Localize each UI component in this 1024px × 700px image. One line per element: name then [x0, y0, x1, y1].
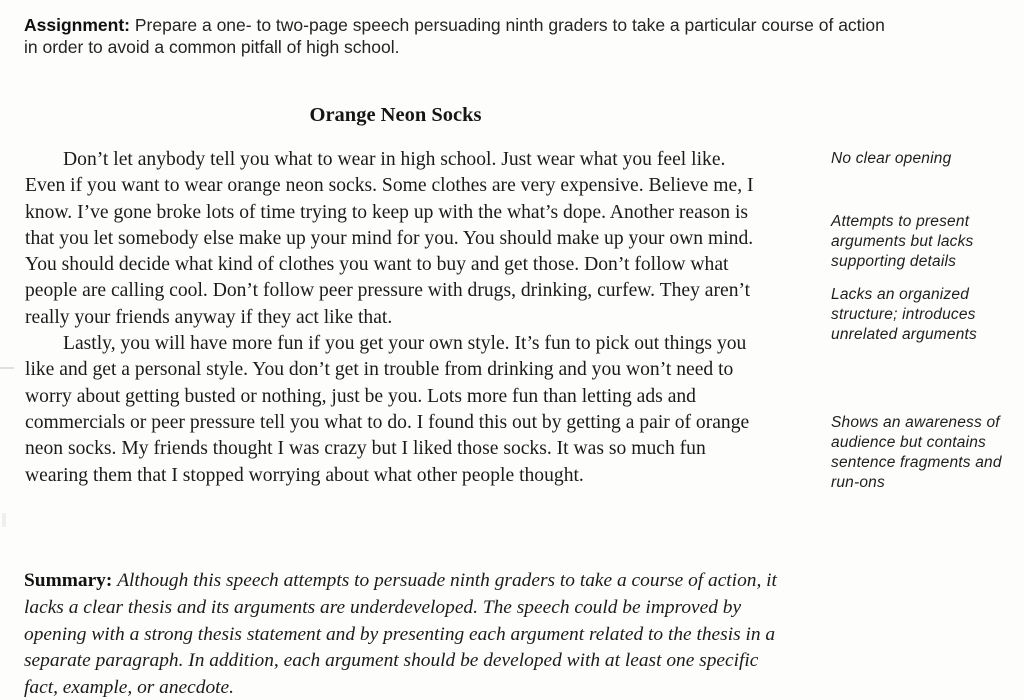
- scan-artifact: [2, 513, 6, 527]
- assignment-block: [24, 15, 896, 58]
- assignment-label: Assignment:: [24, 15, 130, 35]
- essay-paragraph-1: Don’t let anybody tell you what to wear in high school. Just wear what you feel like. Even if you want to wear orange neon socks. Some clothes are very expensive. Believe me, I know. I’ve gone broke lots of time trying to keep up with the what’s dope. Another reason is that you let somebody else make up your mind for you. You should make up your own mind. You should decide what kind of clothes you want to buy and get those. Don’t follow what people are calling cool. Don’t follow peer pressure with drugs, drinking, curfew. They aren’t really your friends anyway if they act like that.: [25, 149, 754, 328]
- margin-note-audience-awareness: Shows an awareness of audience but contains sentence fragments and run-ons: [831, 414, 1002, 491]
- scan-artifact: [0, 367, 14, 369]
- essay-paragraph-2: Lastly, you will have more fun if you get your own style. It’s fun to pick out things you like and get a personal style. You don’t get in trouble from drinking and you won’t need to worry about getting busted or nothing, just be you. Lots more fun than letting ads and commercials or peer pressure tell you what to do. I found this out by getting a pair of orange neon socks. My friends thought I was crazy but I liked those socks. It was so much fun wearing them that I stopped worrying about what other people thought.: [25, 333, 750, 486]
- margin-note-no-clear-opening: No clear opening: [831, 150, 952, 167]
- essay-title: Orange Neon Socks: [309, 104, 482, 126]
- summary-label: Summary:: [24, 570, 113, 591]
- summary-block: [24, 568, 792, 700]
- margin-note-lacks-supporting-details: Attempts to present arguments but lacks supporting details: [831, 213, 974, 270]
- assignment-text: Prepare a one- to two-page speech persuading ninth graders to take a particular course of action in order to avoid a common pitfall of high school.: [24, 15, 885, 57]
- summary-text: Although this speech attempts to persuade ninth graders to take a course of action, it lacks a clear thesis and its arguments are underdeveloped. The speech could be improved by opening with a strong thesis statement and by presenting each argument related to the thesis in a separate paragraph. In addition, each argument should be developed with at least one specific fact, example, or anecdote.: [24, 570, 777, 699]
- margin-note-lacks-organized-structure: Lacks an organized structure; introduces unrelated arguments: [831, 286, 977, 343]
- essay-body: [25, 147, 766, 489]
